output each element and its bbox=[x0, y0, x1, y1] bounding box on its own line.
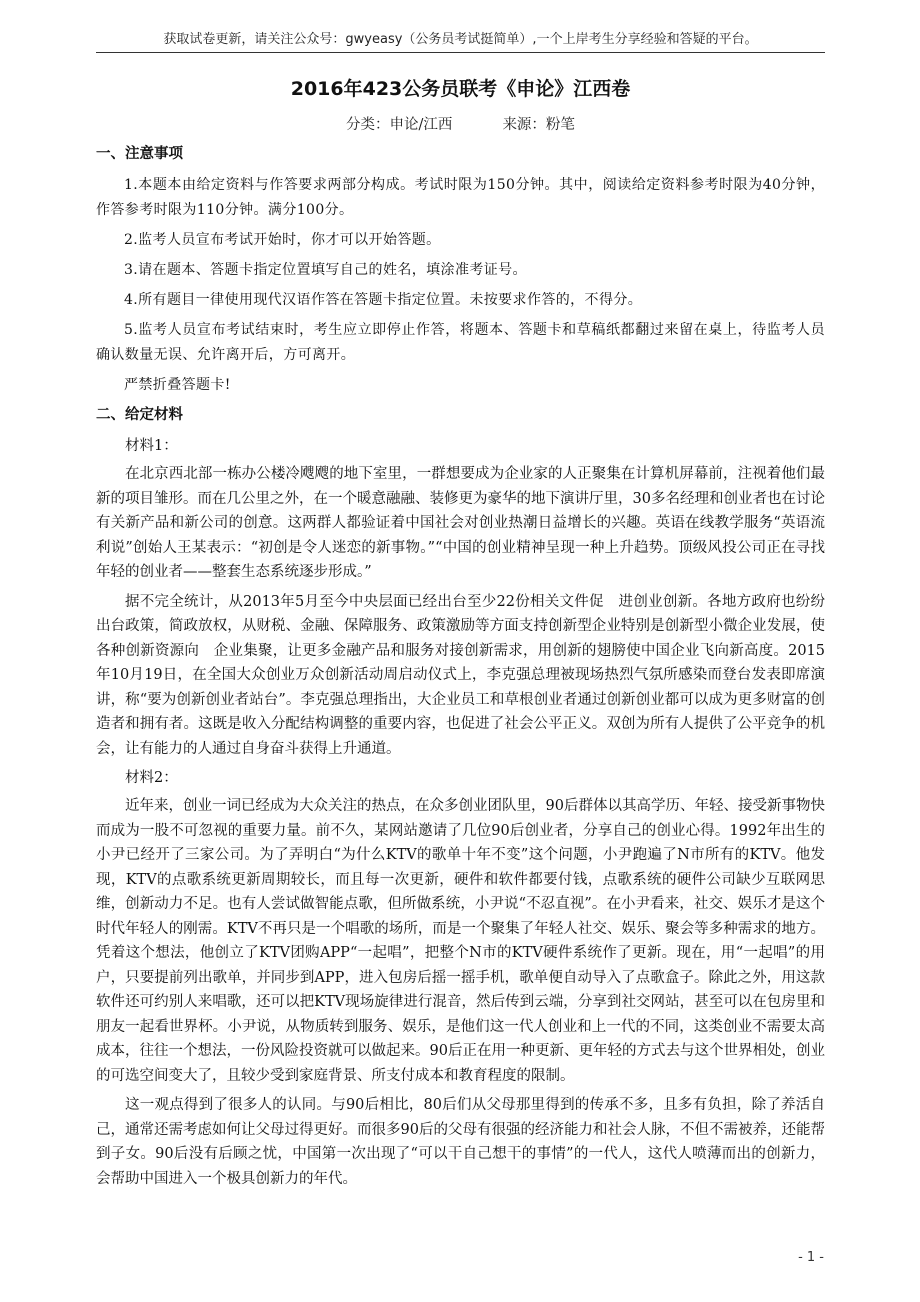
meta-category: 分类：申论/江西 bbox=[346, 117, 453, 133]
note-item: 1.本题本由给定资料与作答要求两部分构成。考试时限为150分钟。其中，阅读给定资料参考时限为40分钟，作答参考时限为110分钟。满分100分。 bbox=[96, 177, 825, 218]
material-2-label: 材料2： bbox=[125, 770, 178, 786]
page-header-notice: 获取试卷更新，请关注公众号：gwyeasy（公务员考试挺简单）,一个上岸考生分享经验和答疑的平台。 bbox=[96, 30, 825, 53]
material-1-label: 材料1： bbox=[125, 438, 178, 454]
note-item: 5.监考人员宣布考试结束时，考生应立即停止作答，将题本、答题卡和草稿纸都翻过来留在桌上，待监考人员确认数量无误、允许离开后，方可离开。 bbox=[96, 322, 825, 363]
section-heading-materials: 二、给定材料 bbox=[96, 407, 183, 423]
page-number: - 1 - bbox=[798, 1250, 824, 1265]
material-2-paragraph: 近年来，创业一词已经成为大众关注的热点，在众多创业团队里，90后群体以其高学历、年轻、接受新事物快而成为一股不可忽视的重要力量。前不久，某网站邀请了几位90后创业者，分享自己的创业心得。1992年出生的小尹已经开了三家公司。为了弄明白“为什么KTV的歌单十年不变”这个问题，小尹跑遍了N市所有的KTV。他发现，KTV的点歌系统更新周期较长，而且每一次更新，硬件和软件都要付钱，点歌系统的硬件公司缺少互联网思维，创新动力不足。也有人尝试做智能点歌，但所做系统，小尹说“不忍直视”。在小尹看来，社交、娱乐才是这个时代年轻人的刚需。KTV不再只是一个唱歌的场所，而是一个聚集了年轻人社交、娱乐、聚会等多种需求的地方。凭着这个想法，他创立了KTV团购APP“一起唱”，把整个N市的KTV硬件系统作了更新。现在，用“一起唱”的用户，只要提前列出歌单，并同步到APP，进入包房后摇一摇手机，歌单便自动导入了点歌盒子。除此之外，用这款软件还可约别人来唱歌，还可以把KTV现场旋律进行混音，然后传到云端，分享到社交网站，甚至可以在包房里和朋友一起看世界杯。小尹说，从物质转到服务、娱乐，是他们这一代人创业和上一代的不同，这类创业不需要太高成本，往往一个想法，一份风险投资就可以做起来。90后正在用一种更新、更年轻的方式去与这个世界相处，创业的可选空间变大了，且较少受到家庭背景、所支付成本和教育程度的限制。 bbox=[96, 798, 825, 1084]
material-1-paragraph: 据不完全统计，从2013年5月至今中央层面已经出台至少22份相关文件促 进创业创新。各地方政府也纷纷出台政策，简政放权，从财税、金融、保障服务、政策激励等方面支持创新型企业特别是创新型小微企业发展，使各种创新资源向 企业集聚，让更多金融产品和服务对接创新需求，用创新的翅膀使中国企业飞向新高度。2015年10月19日，在全国大众创业万众创新活动周启动仪式上，李克强总理被现场热烈气氛所感染而登台发表即席演讲，称“要为创新创业者站台”。李克强总理指出，大企业员工和草根创业者通过创新创业都可以成为更多财富的创造者和拥有者。这既是收入分配结构调整的重要内容，也促进了社会公平正义。双创为所有人提供了公平竞争的机会，让有能力的人通过自身奋斗获得上升通道。 bbox=[96, 593, 825, 757]
document-body bbox=[96, 142, 825, 1196]
material-2-paragraph: 这一观点得到了很多人的认同。与90后相比，80后们从父母那里得到的传承不多，且多有负担，除了养活自己，通常还需考虑如何让父母过得更好。而很多90后的父母有很强的经济能力和社会人脉，不但不需被养，还能帮到子女。90后没有后顾之忧，中国第一次出现了“可以干自己想干的事情”的一代人，这代人喷薄而出的创新力，会帮助中国进入一个极具创新力的年代。 bbox=[96, 1097, 825, 1187]
document-meta bbox=[96, 114, 825, 136]
note-item: 3.请在题本、答题卡指定位置填写自己的姓名，填涂准考证号。 bbox=[124, 262, 527, 278]
note-item: 4.所有题目一律使用现代汉语作答在答题卡指定位置。未按要求作答的，不得分。 bbox=[124, 292, 643, 308]
material-1-paragraph: 在北京西北部一栋办公楼冷飕飕的地下室里，一群想要成为企业家的人正聚集在计算机屏幕前，注视着他们最新的项目雏形。而在几公里之外，在一个暖意融融、装修更为豪华的地下演讲厅里，30多名经理和创业者也在讨论有关新产品和新公司的创意。这两群人都验证着中国社会对创业热潮日益增长的兴趣。英语在线教学服务“英语流利说”创始人王某表示：“初创是令人迷恋的新事物。”“中国的创业精神呈现一种上升趋势。顶级风投公司正在寻找年轻的创业者——整套生态系统逐步形成。” bbox=[96, 466, 825, 580]
note-item: 2.监考人员宣布考试开始时，你才可以开始答题。 bbox=[124, 232, 441, 248]
document-title: 2016年423公务员联考《申论》江西卷 bbox=[290, 78, 631, 100]
meta-source: 来源：粉笔 bbox=[502, 117, 575, 133]
note-warning: 严禁折叠答题卡! bbox=[124, 377, 231, 393]
section-heading-notes: 一、注意事项 bbox=[96, 146, 183, 162]
